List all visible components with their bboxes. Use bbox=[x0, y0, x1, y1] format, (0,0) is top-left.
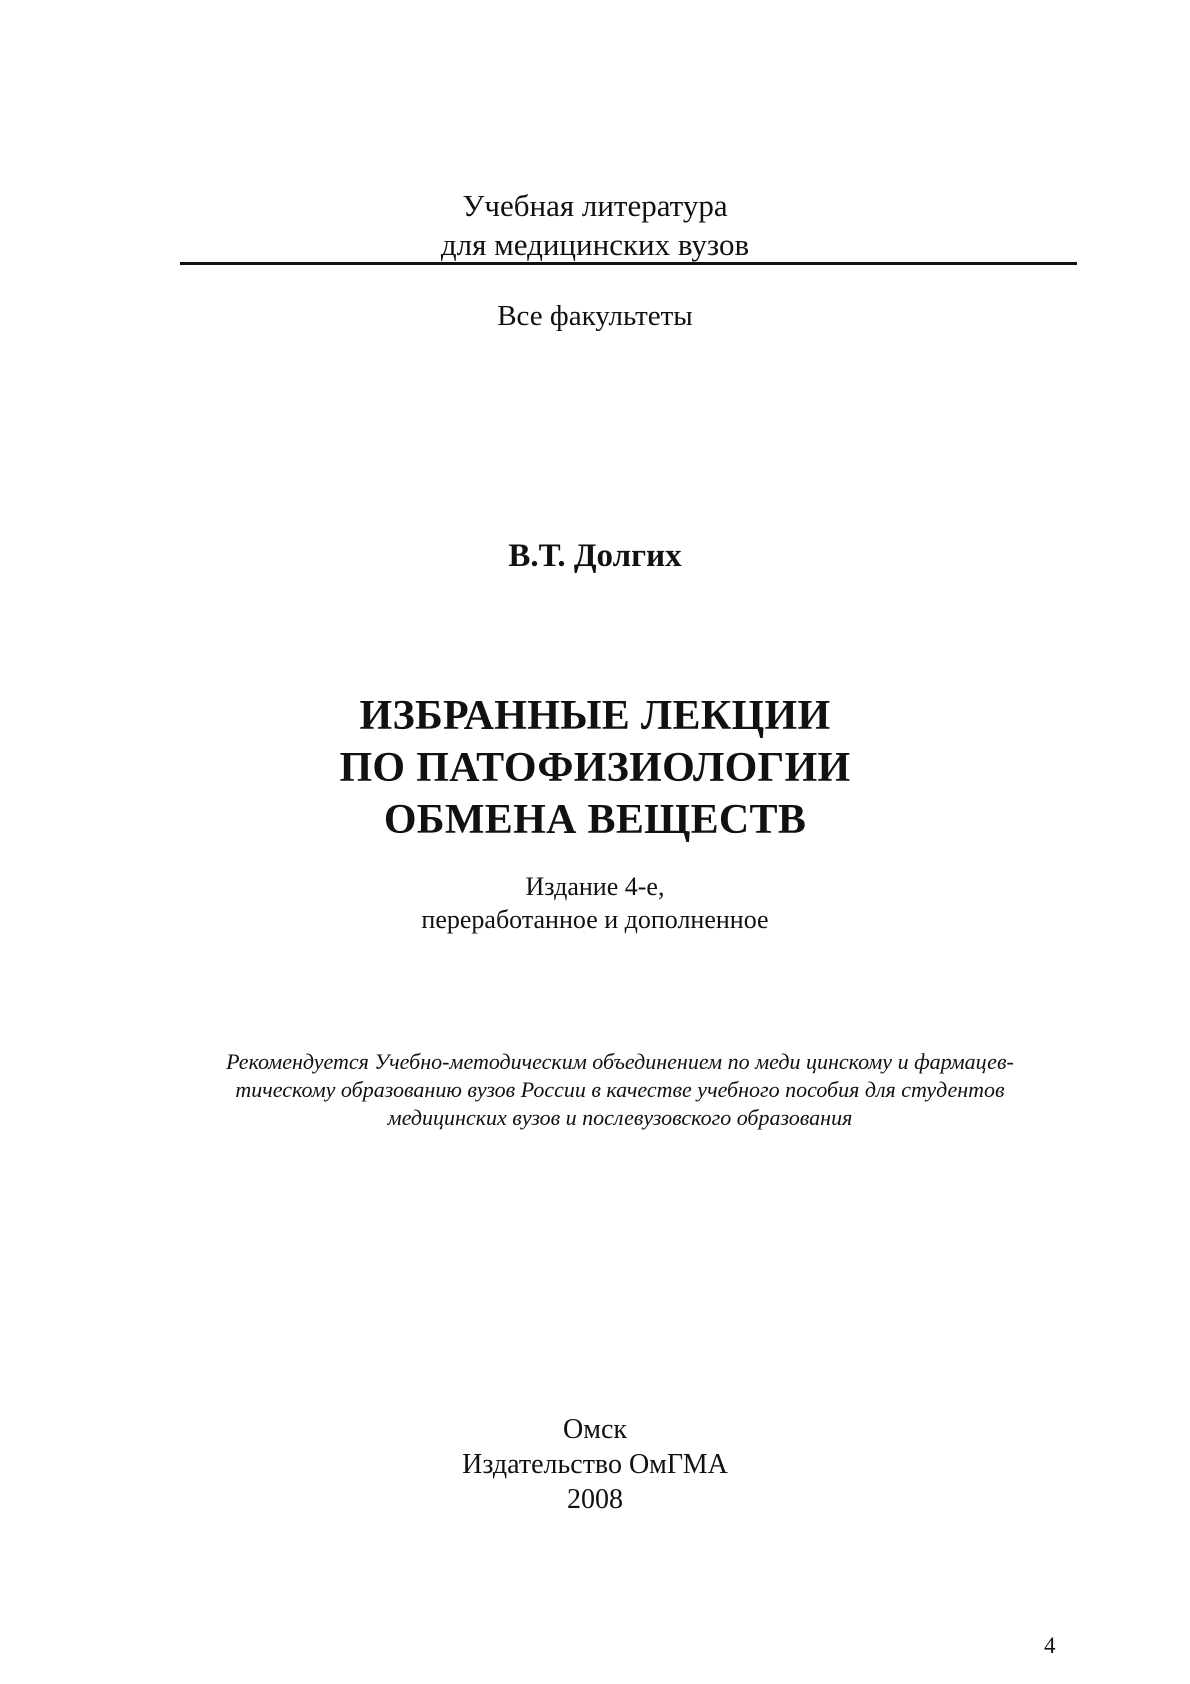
recommendation-line-1: Рекомендуется Учебно-методическим объединением по меди цинскому и фармацев- bbox=[226, 1049, 1014, 1074]
horizontal-divider bbox=[180, 262, 1077, 265]
edition-line-1: Издание 4-е, bbox=[525, 872, 665, 901]
faculty-label: Все факультеты bbox=[497, 300, 693, 332]
book-title bbox=[0, 690, 1190, 846]
series-line-2: для медицинских вузов bbox=[440, 227, 750, 262]
imprint-publisher: Издательство ОмГМА bbox=[462, 1449, 728, 1480]
imprint bbox=[0, 1412, 1190, 1517]
series-line-1: Учебная литература bbox=[462, 188, 728, 223]
imprint-year: 2008 bbox=[567, 1484, 623, 1515]
author-name: В.Т. Долгих bbox=[508, 538, 682, 574]
page-number: 4 bbox=[1044, 1633, 1056, 1658]
edition-info bbox=[0, 870, 1190, 936]
title-line-1: ИЗБРАННЫЕ ЛЕКЦИИ bbox=[359, 693, 831, 739]
edition-line-2: переработанное и дополненное bbox=[421, 905, 769, 934]
recommendation-line-2: тическому образованию вузов России в качестве учебного пособия для студентов bbox=[235, 1077, 1005, 1102]
title-line-2: ПО ПАТОФИЗИОЛОГИИ bbox=[339, 745, 851, 791]
series-heading bbox=[0, 186, 1190, 264]
title-line-3: ОБМЕНА ВЕЩЕСТВ bbox=[383, 797, 807, 843]
recommendation-line-3: медицинских вузов и послевузовского образования bbox=[387, 1105, 853, 1130]
imprint-city: Омск bbox=[563, 1414, 627, 1445]
recommendation-note bbox=[180, 1048, 1060, 1132]
